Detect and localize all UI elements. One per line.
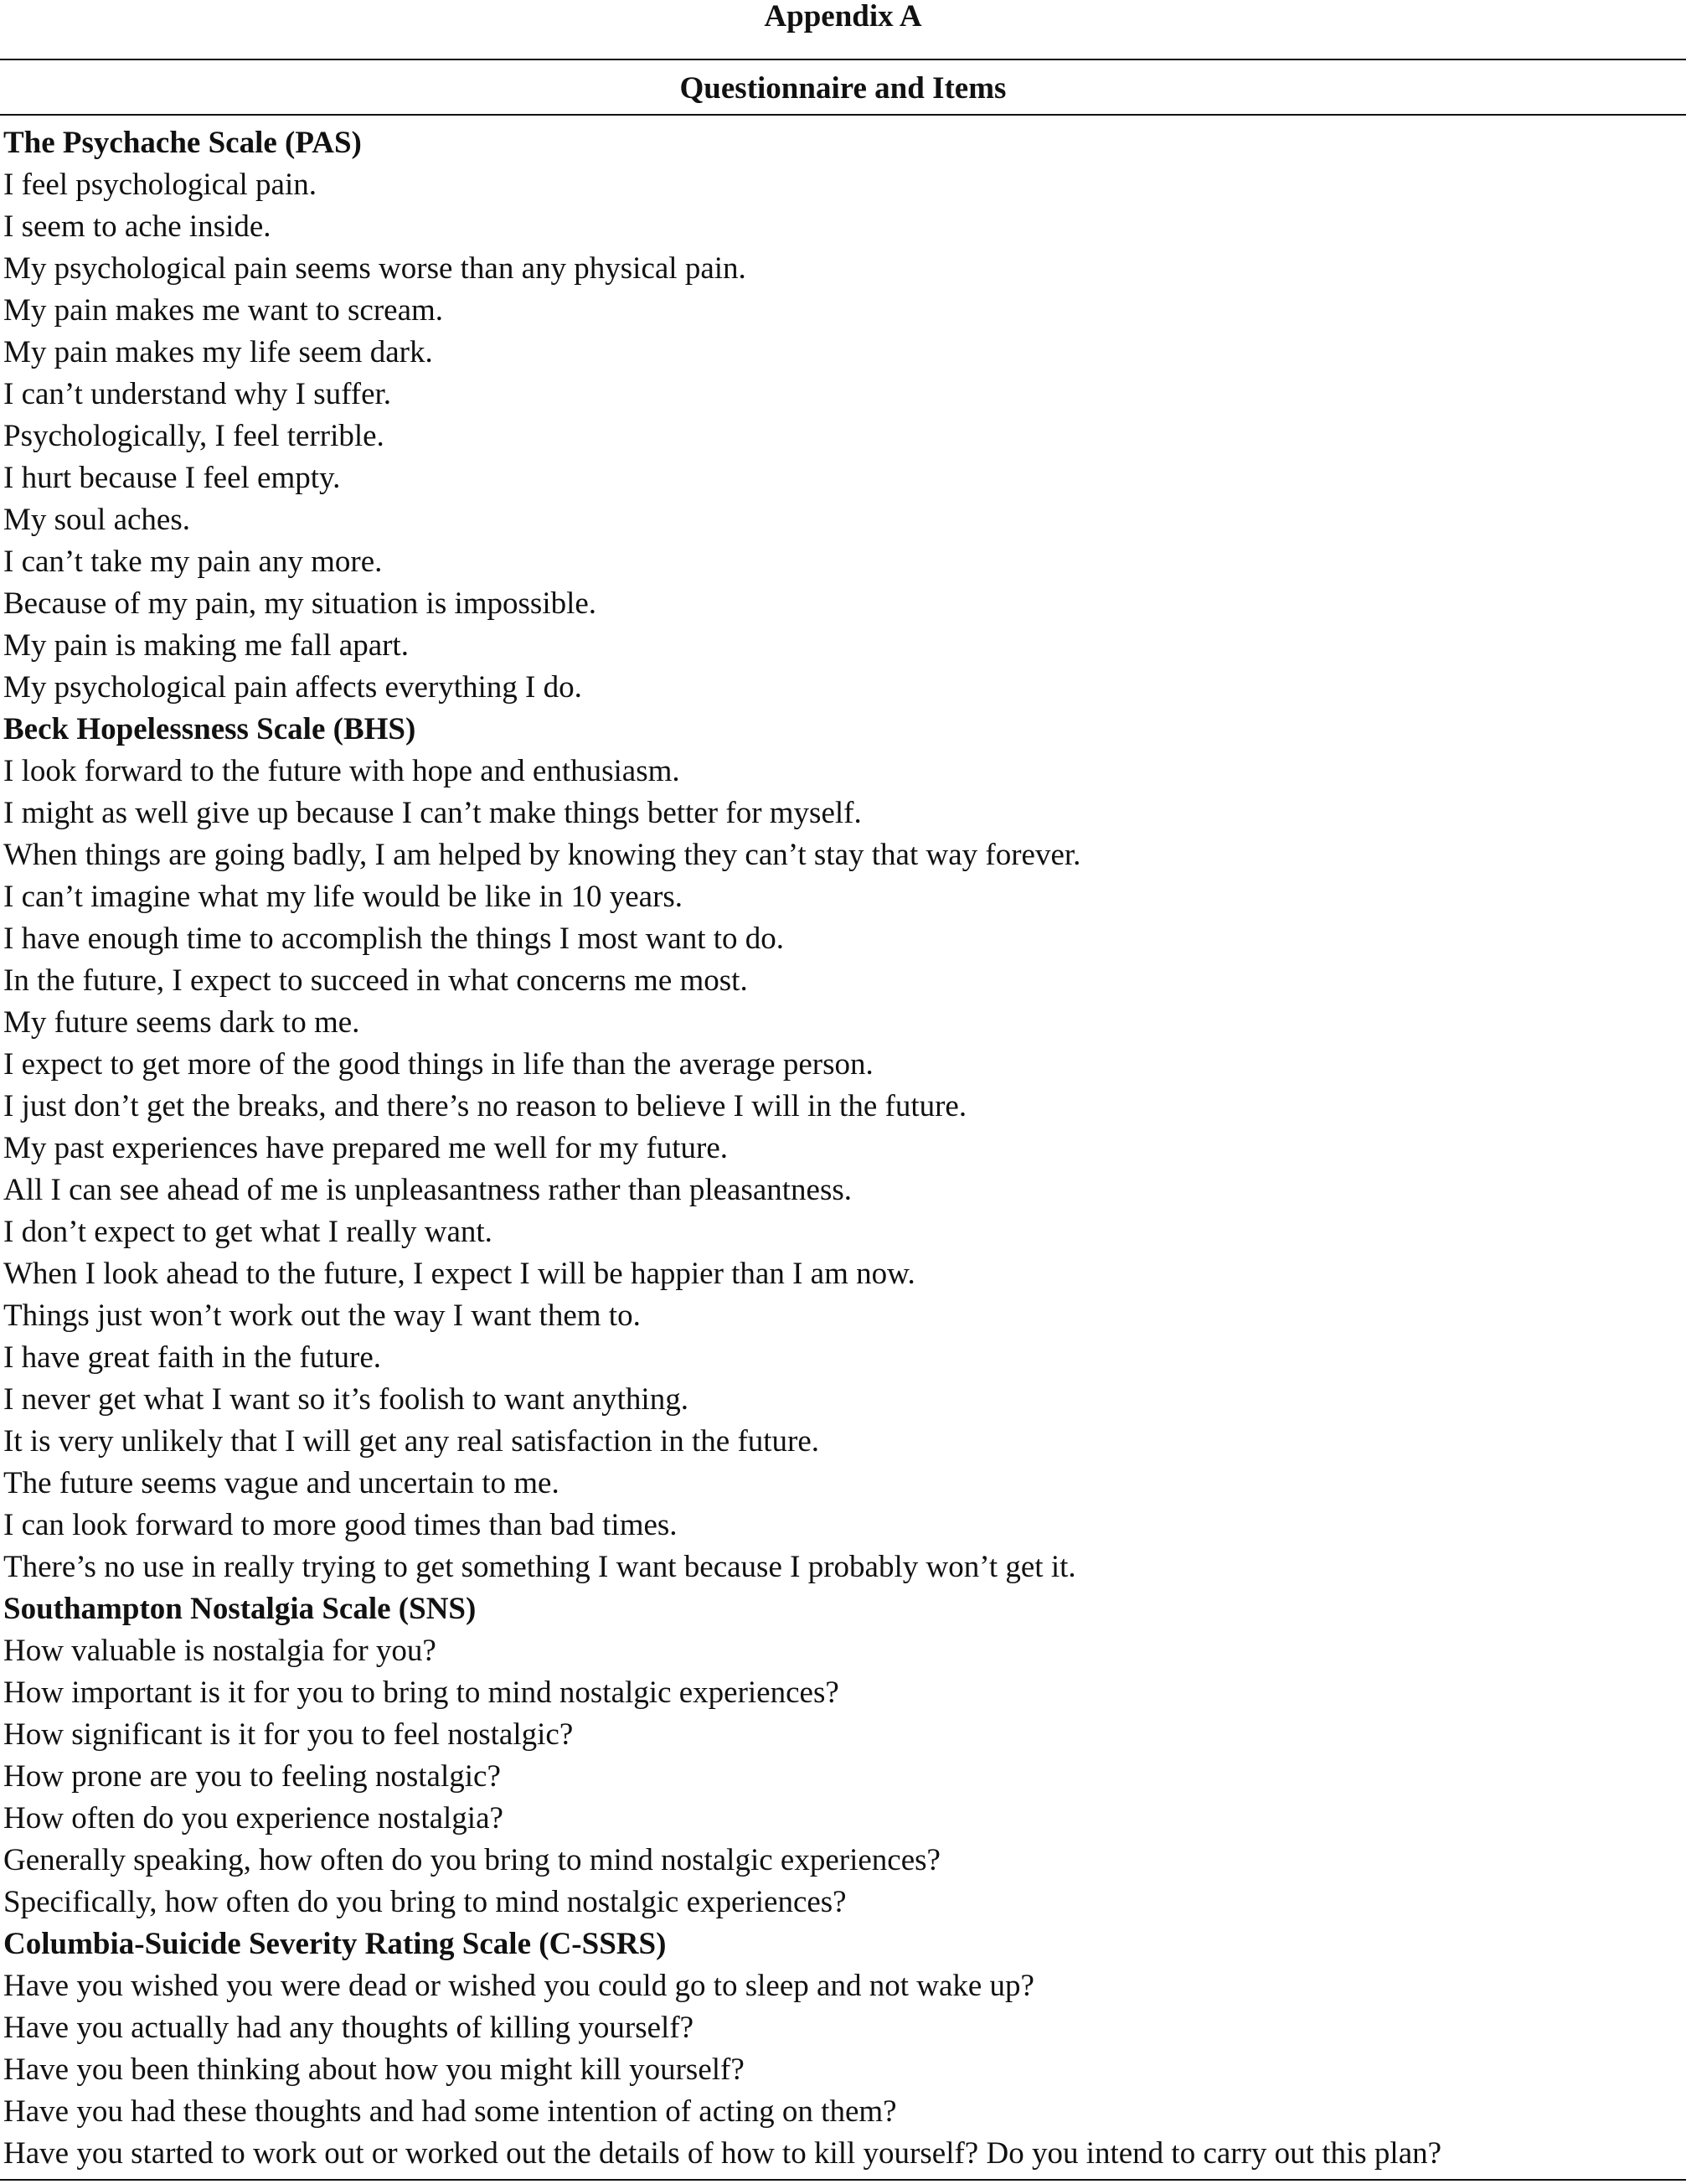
questionnaire-item: My psychological pain seems worse than any physical pain. [3, 251, 746, 286]
questionnaire-item: Have you actually had any thoughts of killing yourself? [3, 2011, 694, 2045]
questionnaire-item: How important is it for you to bring to mind nostalgic experiences? [3, 1675, 839, 1710]
questionnaire-item: I can look forward to more good times than bad times. [3, 1508, 678, 1542]
questionnaire-item: I hurt because I feel empty. [3, 461, 341, 495]
questionnaire-item: It is very unlikely that I will get any real satisfaction in the future. [3, 1424, 820, 1459]
questionnaire-item: In the future, I expect to succeed in what concerns me most. [3, 963, 748, 998]
section-heading: Columbia-Suicide Severity Rating Scale (C-SSRS) [3, 1927, 667, 1961]
questionnaire-item: I look forward to the future with hope and enthusiasm. [3, 754, 680, 788]
questionnaire-item: Because of my pain, my situation is impossible. [3, 586, 597, 621]
questionnaire-item: My pain makes my life seem dark. [3, 335, 433, 369]
section-heading: Southampton Nostalgia Scale (SNS) [3, 1592, 477, 1626]
questionnaire-item: I just don’t get the breaks, and there’s no reason to believe I will in the future. [3, 1089, 967, 1123]
questionnaire-item: How valuable is nostalgia for you? [3, 1634, 436, 1668]
questionnaire-item: How significant is it for you to feel nostalgic? [3, 1717, 574, 1752]
questionnaire-item: I never get what I want so it’s foolish to want anything. [3, 1382, 688, 1417]
questionnaire-item: Have you wished you were dead or wished you could go to sleep and not wake up? [3, 1969, 1034, 2003]
questionnaire-item: There’s no use in really trying to get something I want because I probably won’t get it. [3, 1550, 1076, 1584]
questionnaire-item: I expect to get more of the good things in life than the average person. [3, 1047, 874, 1082]
questionnaire-item: My pain is making me fall apart. [3, 628, 409, 663]
table-header-rule [0, 114, 1686, 116]
questionnaire-item: When I look ahead to the future, I expect I will be happier than I am now. [3, 1257, 915, 1291]
questionnaire-item: The future seems vague and uncertain to me. [3, 1466, 559, 1500]
table-bottom-rule [0, 2179, 1686, 2181]
appendix-title: Appendix A [764, 0, 922, 34]
questionnaire-item: I can’t understand why I suffer. [3, 377, 392, 411]
questionnaire-item: I feel psychological pain. [3, 168, 317, 202]
section-heading: The Psychache Scale (PAS) [3, 126, 362, 160]
questionnaire-item: I seem to ache inside. [3, 209, 271, 244]
questionnaire-item: Have you started to work out or worked out the details of how to kill yourself? Do you intend to carry out this plan? [3, 2136, 1442, 2171]
questionnaire-item: How prone are you to feeling nostalgic? [3, 1759, 501, 1794]
questionnaire-items [3, 122, 1683, 2175]
questionnaire-item: Have you been thinking about how you might kill yourself? [3, 2052, 745, 2087]
questionnaire-item: My future seems dark to me. [3, 1005, 360, 1040]
questionnaire-item: I can’t take my pain any more. [3, 545, 383, 579]
questionnaire-item: I don’t expect to get what I really want. [3, 1215, 492, 1249]
table-top-rule [0, 59, 1686, 60]
questionnaire-item: My psychological pain affects everything I do. [3, 670, 582, 705]
questionnaire-item: I might as well give up because I can’t make things better for myself. [3, 796, 862, 830]
questionnaire-item: When things are going badly, I am helped by knowing they can’t stay that way forever. [3, 838, 1081, 872]
questionnaire-item: Things just won’t work out the way I want them to. [3, 1299, 641, 1333]
questionnaire-item: I have great faith in the future. [3, 1340, 381, 1375]
questionnaire-item: My pain makes me want to scream. [3, 293, 444, 328]
questionnaire-item: Specifically, how often do you bring to mind nostalgic experiences? [3, 1885, 847, 1919]
section-heading: Beck Hopelessness Scale (BHS) [3, 712, 416, 746]
questionnaire-item: Generally speaking, how often do you bring to mind nostalgic experiences? [3, 1843, 941, 1877]
questionnaire-item: How often do you experience nostalgia? [3, 1801, 503, 1835]
questionnaire-item: My soul aches. [3, 503, 190, 537]
questionnaire-item: I can’t imagine what my life would be like in 10 years. [3, 880, 683, 914]
questionnaire-item: All I can see ahead of me is unpleasantness rather than pleasantness. [3, 1173, 853, 1207]
questionnaire-item: I have enough time to accomplish the things I most want to do. [3, 922, 785, 956]
questionnaire-item: Have you had these thoughts and had some intention of acting on them? [3, 2094, 897, 2129]
questionnaire-item: My past experiences have prepared me well for my future. [3, 1131, 729, 1165]
table-title: Questionnaire and Items [679, 71, 1007, 106]
questionnaire-item: Psychologically, I feel terrible. [3, 419, 384, 453]
